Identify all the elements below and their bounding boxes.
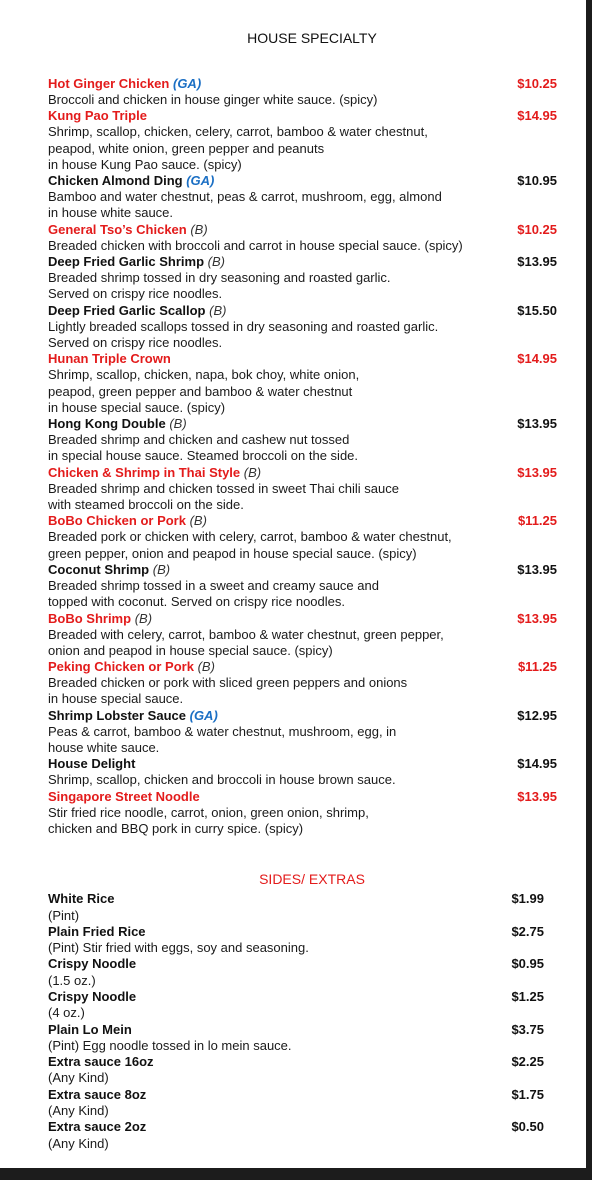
menu-item-name-line xyxy=(48,756,556,772)
menu-item-tag: (GA) xyxy=(186,173,215,189)
menu-item-description: Stir fried rice noodle, carrot, onion, green onion, shrimp, chicken and BBQ pork in curry spice. (spicy) xyxy=(48,804,369,836)
menu-item-description: Shrimp, scallop, chicken and broccoli in house brown sauce. xyxy=(48,772,396,788)
menu-item-name-line xyxy=(48,303,556,319)
menu-item-name: Deep Fried Garlic Shrimp xyxy=(48,254,205,270)
menu-item-name-line xyxy=(48,254,556,270)
menu-item-name: Hot Ginger Chicken xyxy=(48,76,170,91)
side-item-name: Plain Lo Mein xyxy=(48,1021,132,1037)
menu-item-name-line xyxy=(48,708,556,724)
side-item-name: Crispy Noodle xyxy=(48,988,137,1004)
side-item-name: Extra sauce 8oz xyxy=(48,1086,147,1102)
menu-item-price: $14.95 xyxy=(517,351,557,367)
side-item xyxy=(48,924,556,957)
menu-item-name: Coconut Shrimp xyxy=(48,561,150,577)
side-item-name: Plain Fried Rice xyxy=(48,923,146,939)
menu-item-price: $14.95 xyxy=(517,108,557,124)
menu-item-name-line xyxy=(48,222,556,238)
sides-extras-title: SIDES/ EXTRAS xyxy=(259,871,365,888)
menu-item-description: Bamboo and water chestnut, peas & carrot, mushroom, egg, almond in house white sauce. xyxy=(48,189,442,221)
side-item-name: White Rice xyxy=(48,891,115,907)
menu-item-price: $13.95 xyxy=(517,561,557,577)
menu-item-price: $13.95 xyxy=(517,464,557,480)
side-item xyxy=(48,1087,556,1120)
side-item-price: $1.99 xyxy=(511,891,544,907)
menu-item-tag: (GA) xyxy=(172,76,202,91)
side-item-description: (Pint) Stir fried with eggs, soy and seasoning. xyxy=(48,940,309,956)
house-specialty-list xyxy=(48,76,556,837)
menu-item xyxy=(48,562,556,611)
menu-item-price: $10.25 xyxy=(517,221,557,237)
menu-item-name-line xyxy=(48,465,556,481)
menu-item-name: BoBo Shrimp xyxy=(48,610,132,626)
menu-item-description: Lightly breaded scallops tossed in dry seasoning and roasted garlic. Served on crispy rice noodles. xyxy=(48,318,439,350)
menu-item xyxy=(48,611,556,660)
menu-item-price: $10.25 xyxy=(517,76,557,91)
menu-item-name-line xyxy=(48,659,556,675)
menu-item-price: $10.95 xyxy=(517,173,557,189)
menu-item xyxy=(48,756,556,788)
menu-item-name: House Delight xyxy=(48,756,136,772)
menu-item-name: Hong Kong Double xyxy=(48,416,166,432)
side-item-description: (1.5 oz.) xyxy=(48,972,96,988)
side-item-description: (4 oz.) xyxy=(48,1005,85,1021)
menu-item-price: $13.95 xyxy=(517,610,557,626)
menu-item-tag: (B) xyxy=(134,610,153,626)
menu-item xyxy=(48,108,556,173)
menu-item-description: Breaded shrimp and chicken tossed in sweet Thai chili sauce with steamed broccoli on the side. xyxy=(48,480,399,513)
menu-item-name-line xyxy=(48,76,556,92)
menu-item xyxy=(48,222,556,254)
menu-item-tag: (B) xyxy=(243,464,262,480)
menu-item-price: $14.95 xyxy=(517,756,557,772)
side-item-name: Extra sauce 2oz xyxy=(48,1119,147,1135)
side-item-description: (Any Kind) xyxy=(48,1135,109,1151)
menu-item-price: $11.25 xyxy=(517,659,557,675)
menu-item-tag: (B) xyxy=(169,416,187,432)
menu-item-description: Peas & carrot, bamboo & water chestnut, mushroom, egg, in house white sauce. xyxy=(48,723,397,756)
menu-item xyxy=(48,303,556,352)
menu-item-name: Shrimp Lobster Sauce xyxy=(48,707,186,723)
house-specialty-title: HOUSE SPECIALTY xyxy=(247,30,377,46)
menu-item xyxy=(48,659,556,708)
side-item-price: $0.95 xyxy=(511,956,544,972)
menu-item-name: General Tso’s Chicken xyxy=(48,221,187,237)
menu-item-tag: (B) xyxy=(207,254,226,270)
menu-item-tag: (B) xyxy=(209,302,227,318)
menu-item-name: Singapore Street Noodle xyxy=(48,788,200,804)
side-item xyxy=(48,1119,556,1152)
menu-item-price: $13.95 xyxy=(517,416,557,432)
side-item xyxy=(48,956,556,989)
menu-item-price: $12.95 xyxy=(517,707,557,723)
side-item-description: (Pint) Egg noodle tossed in lo mein sauce. xyxy=(48,1037,292,1053)
menu-item xyxy=(48,254,556,303)
menu-item-description: Breaded pork or chicken with celery, carrot, bamboo & water chestnut, green pepper, onion and peapod in house special sauce. (spicy) xyxy=(48,529,452,561)
menu-page xyxy=(48,0,556,1152)
menu-item-tag: (B) xyxy=(189,513,207,529)
menu-item-description: Breaded shrimp tossed in dry seasoning and roasted garlic. Served on crispy rice noodles. xyxy=(48,270,391,302)
menu-item-name-line xyxy=(48,789,556,805)
menu-item-description: Shrimp, scallop, chicken, celery, carrot, bamboo & water chestnut, peapod, white onion, green pepper and peanuts in house Kung Pao sauce. (spicy) xyxy=(48,124,428,172)
menu-item-name-line xyxy=(48,611,556,627)
menu-item-price: $13.95 xyxy=(517,254,557,270)
side-item-name: Crispy Noodle xyxy=(48,956,137,972)
menu-item-description: Breaded chicken with broccoli and carrot in house special sauce. (spicy) xyxy=(48,237,463,253)
menu-item-description: Shrimp, scallop, chicken, napa, bok choy, white onion, peapod, green pepper and bamboo & water chestnut in house special sauce. (spicy) xyxy=(48,367,360,415)
menu-item-description: Broccoli and chicken in house ginger white sauce. (spicy) xyxy=(48,92,378,107)
side-item-price: $3.75 xyxy=(511,1021,544,1037)
menu-item-name: Kung Pao Triple xyxy=(48,108,147,124)
side-item-price: $1.75 xyxy=(511,1086,544,1102)
side-item-price: $2.25 xyxy=(511,1054,544,1070)
menu-item-tag: (B) xyxy=(152,561,171,577)
menu-item xyxy=(48,513,556,562)
menu-item-name: Chicken Almond Ding xyxy=(48,173,183,189)
page-frame-right xyxy=(586,0,592,1180)
menu-item-name: Hunan Triple Crown xyxy=(48,351,171,367)
menu-item xyxy=(48,416,556,465)
menu-item-tag: (B) xyxy=(197,659,215,675)
menu-item-name-line xyxy=(48,416,556,432)
menu-item-tag: (GA) xyxy=(189,707,218,723)
menu-item xyxy=(48,351,556,416)
menu-item-description: Breaded shrimp tossed in a sweet and creamy sauce and topped with coconut. Served on crispy rice noodles. xyxy=(48,577,379,610)
menu-item-price: $13.95 xyxy=(517,788,557,804)
menu-item-name-line xyxy=(48,562,556,578)
side-item-description: (Any Kind) xyxy=(48,1103,109,1119)
menu-item-price: $11.25 xyxy=(517,513,557,529)
menu-item-name: BoBo Chicken or Pork xyxy=(48,513,186,529)
page-frame-bottom xyxy=(0,1168,592,1180)
menu-item-name-line xyxy=(48,513,556,529)
side-item-description: (Any Kind) xyxy=(48,1070,109,1086)
menu-item-name: Chicken & Shrimp in Thai Style xyxy=(48,464,241,480)
menu-item-name-line xyxy=(48,108,556,124)
menu-item xyxy=(48,708,556,757)
side-item-price: $0.50 xyxy=(511,1119,544,1135)
side-item xyxy=(48,1054,556,1087)
menu-item xyxy=(48,465,556,514)
menu-item-name-line xyxy=(48,173,556,189)
sides-extras-list xyxy=(48,891,556,1152)
side-item-description: (Pint) xyxy=(48,907,80,923)
side-item-name: Extra sauce 16oz xyxy=(48,1054,154,1070)
menu-item-tag: (B) xyxy=(190,221,208,237)
menu-item-price: $15.50 xyxy=(517,302,557,318)
side-item xyxy=(48,1022,556,1055)
menu-item-description: Breaded shrimp and chicken and cashew nut tossed in special house sauce. Steamed broccoli on the side. xyxy=(48,432,359,464)
menu-item-name: Deep Fried Garlic Scallop xyxy=(48,302,206,318)
menu-item xyxy=(48,789,556,838)
menu-item-name-line xyxy=(48,351,556,367)
menu-item xyxy=(48,173,556,222)
side-item-price: $2.75 xyxy=(511,923,544,939)
menu-item-description: Breaded chicken or pork with sliced green peppers and onions in house special sauce. xyxy=(48,675,408,707)
side-item-price: $1.25 xyxy=(511,988,544,1004)
side-item xyxy=(48,891,556,924)
menu-item xyxy=(48,76,556,108)
menu-item-name: Peking Chicken or Pork xyxy=(48,659,194,675)
side-item xyxy=(48,989,556,1022)
menu-item-description: Breaded with celery, carrot, bamboo & water chestnut, green pepper, onion and peapod in house special sauce. (spicy) xyxy=(48,626,444,658)
